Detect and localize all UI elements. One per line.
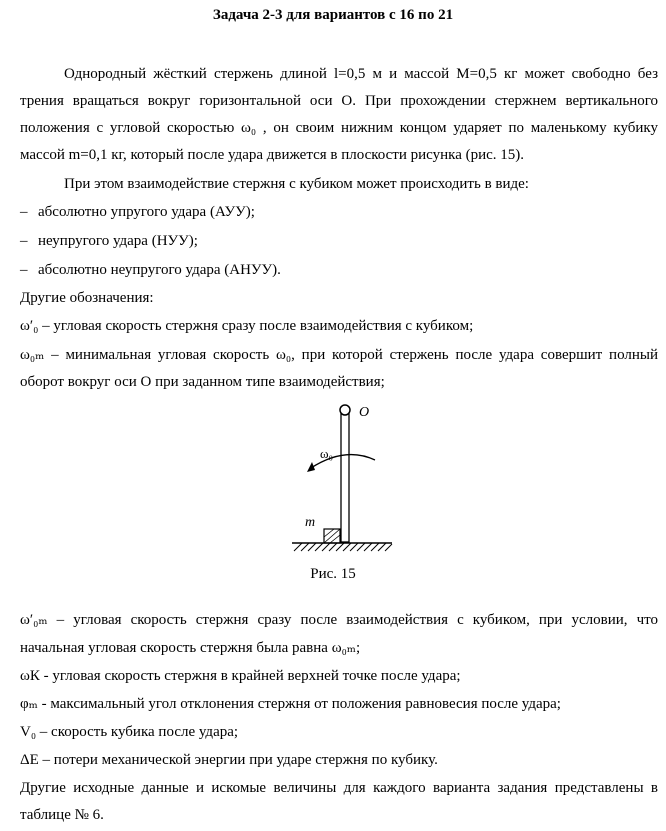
rotation-arrowhead xyxy=(307,462,315,472)
list-item-elastic xyxy=(20,202,658,222)
notation-omega-prime-min-line2: начальная угловая скорость стержня была равна ω₀ₘ; xyxy=(20,640,361,656)
notation-omega-k: ωК - угловая скорость стержня в крайней верхней точке после удара; xyxy=(20,668,461,684)
notation-omega-prime-min-line1: ω′₀ₘ – угловая скорость стержня сразу после взаимодействия с кубиком, при условии, что xyxy=(20,612,658,628)
list-item-text: абсолютно неупругого удара (АНУУ). xyxy=(38,262,281,278)
figure-drawing xyxy=(280,398,410,588)
ground-hatching xyxy=(294,543,392,551)
list-item-text: неупругого удара (НУУ); xyxy=(38,233,198,249)
mass-label: m xyxy=(305,515,316,530)
notation-v0: V₀ – скорость кубика после удара; xyxy=(20,724,239,740)
notation-omega-min-line1: ω₀ₘ – минимальная угловая скорость ω₀, при которой стержень после удара совершит полный xyxy=(20,347,658,363)
paragraph1-line3: положения с угловой скоростью ω₀ , он своим нижним концом ударяет по маленькому кубику xyxy=(20,120,658,136)
paragraph1-line2: трения вращаться вокруг горизонтальной оси О. При прохождении стержнем вертикального xyxy=(20,93,658,109)
closing-line2: таблице № 6. xyxy=(20,807,104,823)
paragraph1-line4: массой m=0,1 кг, который после удара движется в плоскости рисунка (рис. 15). xyxy=(20,147,525,163)
pivot-axis xyxy=(340,405,350,415)
omega-label: ω₀ xyxy=(320,446,334,461)
list-item-text: абсолютно упругого удара (АУУ); xyxy=(38,204,255,220)
list-dash: – xyxy=(20,233,28,249)
notation-phi-max: φₘ - максимальный угол отклонения стержня от положения равновесия после удара; xyxy=(20,696,561,712)
notation-delta-e: ΔE – потери механической энергии при ударе стержня по кубику. xyxy=(20,752,438,768)
closing-line1: Другие исходные данные и искомые величины для каждого варианта задания представлены в xyxy=(20,780,658,796)
page-title: Задача 2-3 для вариантов с 16 по 21 xyxy=(212,7,454,23)
axis-label: O xyxy=(359,405,370,420)
figure-caption: Рис. 15 xyxy=(310,566,356,582)
list-item-perfectly-inelastic xyxy=(20,260,658,280)
paragraph2: При этом взаимодействие стержня с кубиком может происходить в виде: xyxy=(64,176,529,192)
notation-omega-prime: ω′₀ – угловая скорость стержня сразу после взаимодействия с кубиком; xyxy=(20,318,474,334)
paragraph1-line1: Однородный жёсткий стержень длиной l=0,5 м и массой M=0,5 кг может свободно без xyxy=(64,66,658,82)
figure-rod-and-cube xyxy=(280,398,410,588)
notation-omega-min-line2: оборот вокруг оси О при заданном типе взаимодействия; xyxy=(20,374,385,390)
list-dash: – xyxy=(20,262,28,278)
list-item-inelastic xyxy=(20,231,658,251)
list-dash: – xyxy=(20,204,28,220)
rod xyxy=(341,412,349,542)
notation-heading: Другие обозначения: xyxy=(20,290,154,306)
